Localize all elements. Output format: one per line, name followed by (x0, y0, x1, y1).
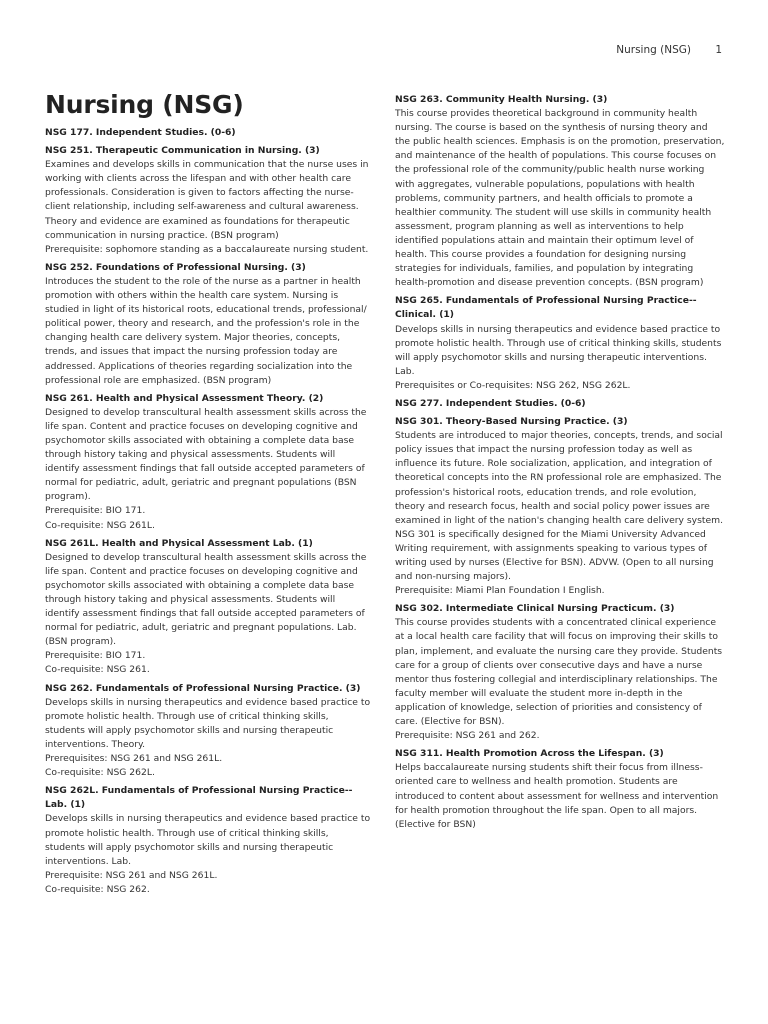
page-number: 1 (715, 44, 722, 56)
course-entry (395, 294, 725, 393)
running-header (0, 44, 768, 60)
course-entry (45, 784, 371, 897)
course-entry (45, 126, 371, 140)
course-description: This course provides theoretical background in community health nursing. The course is based on the synthesis of nursing theory and the public health sciences. Emphasis is on the promotion, preservation, and maintenance of the health of populations. This course focuses on the professional role of the community/public health nurse working with aggregates, vulnerable populations, populations with health problems, community partners, and health officials to promote a healthier community. The student will use skills in community health assessment, program planning as well as interventions to help identified populations attain and maintain their optimum level of health. This course provides a foundation for designing nursing strategies for individuals, families, and population by integrating health-promotion and disease prevention concepts. (BSN program) (395, 108, 725, 289)
course-entry (45, 261, 371, 388)
course-entry (45, 144, 371, 257)
course-entry (395, 397, 725, 411)
course-description: Develops skills in nursing therapeutics and evidence based practice to promote holistic health. Through use of critical thinking skills, students will apply psychomotor skills and nursing therapeutic interventions. Lab. (395, 323, 722, 377)
course-requisite: Prerequisite: NSG 261 and 262. (395, 730, 540, 742)
course-requisite: Co-requisite: NSG 261. (45, 664, 150, 676)
course-description: Helps baccalaureate nursing students shift their focus from illness-oriented care to wellness and health promotion. Students are introduced to content about assessment for wellness and intervention for health promotion throughout the life span. Open to all majors. (Elective for BSN) (395, 762, 719, 830)
course-title: NSG 251. Therapeutic Communication in Nursing. (3) (45, 145, 320, 157)
course-title: NSG 261. Health and Physical Assessment Theory. (2) (45, 392, 324, 404)
right-column (395, 93, 725, 836)
course-title: NSG 262. Fundamentals of Professional Nursing Practice. (3) (45, 682, 361, 694)
course-requisite: Prerequisite: sophomore standing as a baccalaureate nursing student. (45, 243, 369, 255)
course-requisite: Prerequisite: NSG 261 and NSG 261L. (45, 869, 218, 881)
course-description: Designed to develop transcultural health assessment skills across the life span. Content and practice focuses on developing cognitive and psychomotor skills associated with obtaining a complete data base through history taking and physical assessments. Students will identify assessment findings that fall outside accepted parameters of normal for pediatric, adult, geriatric and pregnant populations (BSN program). (45, 406, 367, 503)
course-entry (45, 537, 371, 678)
course-entry (395, 93, 725, 290)
running-header-title: Nursing (NSG) (616, 44, 691, 56)
left-course-list (45, 126, 371, 897)
course-entry (395, 747, 725, 832)
course-title: NSG 265. Fundamentals of Professional Nursing Practice--Clinical. (1) (395, 295, 697, 321)
course-title: NSG 277. Independent Studies. (0-6) (395, 397, 586, 409)
course-title: NSG 262L. Fundamentals of Professional Nursing Practice--Lab. (1) (45, 785, 353, 811)
course-entry (45, 682, 371, 781)
course-entry (45, 392, 371, 533)
course-requisite: Co-requisite: NSG 262L. (45, 767, 155, 779)
course-description: Introduces the student to the role of the nurse as a partner in health promotion with others within the health care system. Nursing is studied in light of its historical roots, educational trends, professional/ political power, theory and research, and the profession's role in the changing health care delivery system. Major theories, concepts, trends, and issues that impact the nursing profession today are addressed. Applications of theories regarding socialization into the professional role are emphasized. (BSN program) (45, 275, 367, 386)
course-description: Examines and develops skills in communication that the nurse uses in working with clients across the lifespan and with other health care professionals. Consideration is given to factors affecting the nurse-client relationship, including self-awareness and cultural awareness. Theory and evidence are examined as foundations for therapeutic communication in nursing practice. (BSN program) (45, 159, 369, 241)
course-title: NSG 302. Intermediate Clinical Nursing Practicum. (3) (395, 603, 675, 615)
course-title: NSG 301. Theory-Based Nursing Practice. (3) (395, 416, 628, 428)
course-title: NSG 311. Health Promotion Across the Lifespan. (3) (395, 748, 664, 760)
course-title: NSG 263. Community Health Nursing. (3) (395, 94, 608, 105)
course-requisite: Prerequisites or Co-requisites: NSG 262, NSG 262L. (395, 379, 631, 391)
course-requisite: Co-requisite: NSG 262. (45, 883, 150, 895)
course-requisite: Prerequisites: NSG 261 and NSG 261L. (45, 753, 223, 765)
page-title: Nursing (NSG) (45, 90, 244, 119)
course-requisite: Prerequisite: BIO 171. (45, 505, 146, 517)
course-entry (395, 602, 725, 743)
course-description: Designed to develop transcultural health assessment skills across the life span. Content and practice focuses on developing cognitive and psychomotor skills associated with obtaining a complete data base through history taking and physical assessments. Students will identify assessment findings that fall outside accepted parameters of normal for pediatric, adult, geriatric and pregnant populations. Lab. (BSN program). (45, 551, 367, 648)
course-description: Students are introduced to major theories, concepts, trends, and social policy issues that impact the nursing profession today as well as influence its future. Role socialization, application, and integration of theoretical concepts into the RN professional role are emphasized. The profession's historical roots, education trends, and role evolution, theory and research focus, health and social policy power issues are examined in light of the nation's changing health care delivery system. NSG 301 is specifically designed for the Miami University Advanced Writing requirement, with assignments speaking to various types of writing used by nurses (Elective for BSN). ADVW. (Open to all nursing and non-nursing majors). (395, 430, 723, 583)
left-column (45, 89, 371, 901)
course-requisite: Prerequisite: BIO 171. (45, 650, 146, 662)
course-title: NSG 252. Foundations of Professional Nursing. (3) (45, 261, 306, 273)
course-description: Develops skills in nursing therapeutics and evidence based practice to promote holistic health. Through use of critical thinking skills, students will apply psychomotor skills and nursing therapeutic interventions. Lab. (45, 813, 371, 867)
course-requisite: Co-requisite: NSG 261L. (45, 519, 155, 531)
course-entry (395, 415, 725, 598)
course-title: NSG 177. Independent Studies. (0-6) (45, 127, 236, 138)
course-requisite: Prerequisite: Miami Plan Foundation I English. (395, 585, 605, 597)
course-title: NSG 261L. Health and Physical Assessment Lab. (1) (45, 537, 313, 549)
course-description: Develops skills in nursing therapeutics and evidence based practice to promote holistic health. Through use of critical thinking skills, students will apply psychomotor skills and nursing therapeutic interventions. Theory. (45, 696, 371, 750)
course-description: This course provides students with a concentrated clinical experience at a local health care facility that will focus on improving their skills to plan, implement, and evaluate the nursing care they provide. Students care for a group of clients over consecutive days and have a nurse mentor thus fostering collegial and interdisciplinary relationships. The faculty member will evaluate the student more in-depth in the application of knowledge, selection of priorities and consistency of care. (Elective for BSN). (395, 617, 723, 728)
right-course-list (395, 93, 725, 832)
